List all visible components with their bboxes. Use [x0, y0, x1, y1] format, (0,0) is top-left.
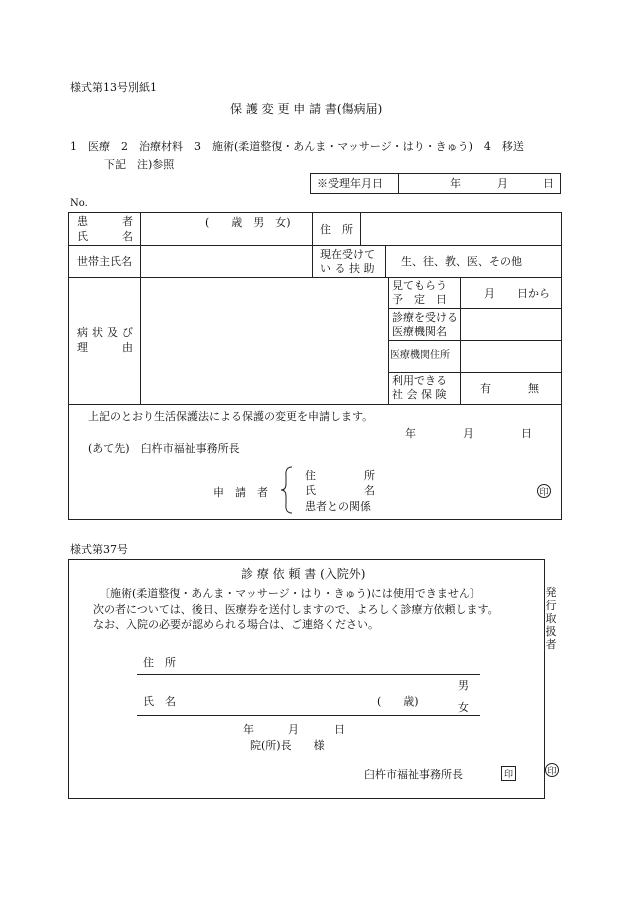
- form2-name-label: 氏 名: [143, 695, 176, 708]
- applicant-seal-icon: 印: [537, 484, 551, 498]
- patient-name-label-2: 氏 名: [77, 230, 133, 243]
- clinic-name-label-1: 診療を受ける: [392, 311, 458, 324]
- current-aid-label-1: 現在受けて: [320, 248, 375, 261]
- form2-sex-female: 女: [458, 701, 469, 714]
- visit-date-label-1: 見てもらう: [392, 279, 447, 292]
- clinic-name-label-2: 医療機関名: [392, 325, 447, 338]
- issuer-side-label: 発行取扱者: [545, 586, 557, 651]
- no-label: No.: [70, 198, 88, 209]
- statement: 上記のとおり生活保護法による保護の変更を申請します。: [88, 410, 374, 423]
- form2-number: 様式第37号: [70, 543, 128, 556]
- insurance-no: 無: [528, 382, 539, 395]
- form2-bracket-note: 〔施術(柔道整復・あんま・マッサージ・はり・きゅう)には使用できません〕: [99, 587, 481, 600]
- visit-date-value: 月 日から: [484, 287, 550, 300]
- apply-year: 年: [405, 427, 416, 440]
- form2-body-2: なお、入院の必要が認められる場合は、ご連絡ください。: [93, 618, 379, 631]
- form2-month: 月: [288, 723, 299, 736]
- apply-day: 日: [521, 427, 532, 440]
- age-sex: ( 歳 男 女): [205, 216, 291, 229]
- form2-day: 日: [334, 723, 345, 736]
- address-label: 住 所: [320, 223, 353, 236]
- patient-name-label-1: 患 者: [77, 215, 133, 228]
- insurance-label-2: 社 会 保 険: [392, 388, 447, 401]
- apply-month: 月: [463, 427, 474, 440]
- form1-note: 下記 注)参照: [104, 158, 175, 171]
- form2-age: ( 歳): [377, 695, 419, 708]
- clinic-address-label: 医療機関住所: [390, 350, 450, 361]
- form2-body-1: 次の者については、後日、医療券を送付しますので、よろしく診療方依頼します。: [93, 603, 499, 616]
- form1-number: 様式第13号別紙1: [70, 81, 157, 94]
- addressee: (あて先) 臼杵市福祉事務所長: [88, 442, 240, 455]
- form1-title: 保 護 変 更 申 請 書(傷病届): [230, 102, 383, 116]
- form2-address-label: 住 所: [143, 656, 176, 669]
- form2-sex-male: 男: [458, 679, 469, 692]
- form2-title: 診 療 依 頼 書 (入院外): [241, 567, 366, 581]
- illness-label-2: 理 由: [77, 341, 133, 354]
- receipt-day: 日: [543, 177, 554, 190]
- illness-label-1: 病 状 及 び: [77, 326, 133, 339]
- receipt-date-label: ※受理年月日: [317, 177, 383, 190]
- visit-date-label-2: 予 定 日: [392, 293, 447, 306]
- form2-office: 臼杵市福祉事務所長: [364, 768, 463, 781]
- insurance-label-1: 利用できる: [392, 374, 447, 387]
- form2-year: 年: [243, 723, 254, 736]
- issuer-seal-icon: 印: [545, 763, 559, 777]
- receipt-month: 月: [497, 177, 508, 190]
- applicant-relation: 患者との関係: [305, 500, 371, 513]
- office-seal-icon: 印: [501, 766, 516, 781]
- applicant-address: 住 所: [305, 469, 375, 482]
- householder-label: 世帯主氏名: [77, 255, 132, 268]
- form2-hospital: 院(所)長 様: [250, 739, 325, 752]
- form1-categories: 1 医療 2 治療材料 3 施術(柔道整復・あんま・マッサージ・はり・きゅう) 4 移送: [70, 140, 524, 153]
- applicant-name: 氏 名: [305, 484, 375, 497]
- receipt-year: 年: [450, 177, 461, 190]
- applicant-label: 申 請 者: [213, 486, 268, 499]
- insurance-yes: 有: [480, 382, 491, 395]
- current-aid-label-2: い る 扶 助: [320, 262, 375, 275]
- brace-icon: [280, 466, 294, 514]
- current-aid-options: 生、往、教、医、その他: [401, 255, 522, 268]
